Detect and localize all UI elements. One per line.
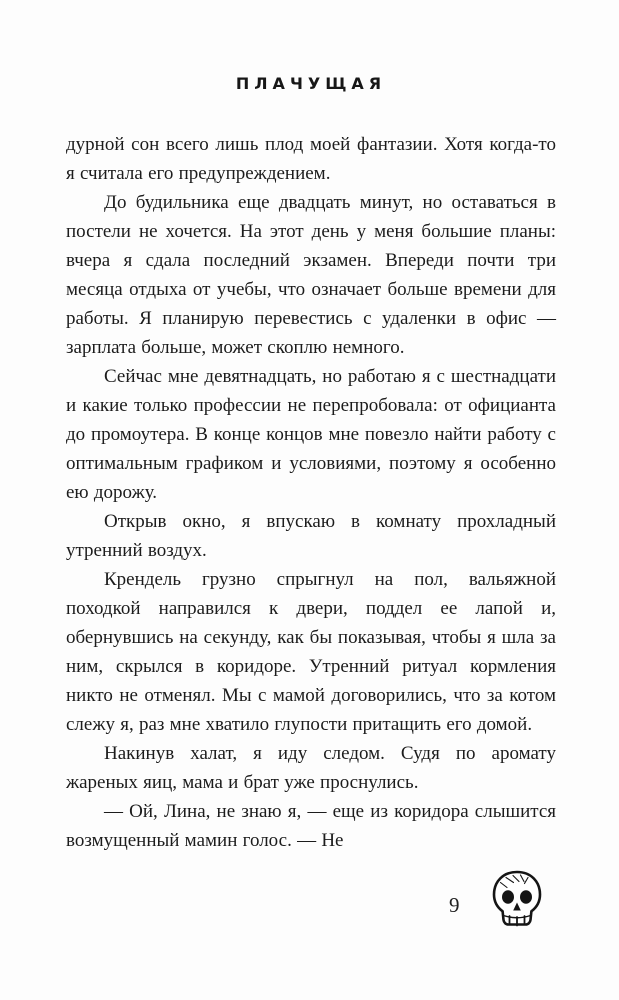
paragraph: — Ой, Лина, не знаю я, — еще из коридора слышится возмущенный мамин голос. — Не xyxy=(66,801,556,851)
paragraph: дурной сон всего лишь плод моей фантазии. Хотя когда-то я считала его предупреждением. xyxy=(66,134,556,184)
page-number: 9 xyxy=(449,893,460,917)
paragraph: Сейчас мне девятнадцать, но работаю я с шестнадцати и какие только профессии не перепробовала: от официанта до промоутера. В конце концов мне повезло найти работу с оптимальным графиком и условиями, поэтому я особенно ею дорожу. xyxy=(66,366,556,503)
chapter-title: ПЛАЧУЩАЯ xyxy=(235,74,387,93)
paragraph: Накинув халат, я иду следом. Судя по аромату жареных яиц, мама и брат уже проснулись. xyxy=(66,743,556,793)
body-text xyxy=(66,130,556,855)
paragraph: Открыв окно, я впускаю в комнату прохладный утренний воздух. xyxy=(66,511,556,561)
skull-icon xyxy=(487,868,547,934)
paragraph: До будильника еще двадцать минут, но оставаться в постели не хочется. На этот день у меня большие планы: вчера я сдала последний экзамен. Впереди почти три месяца отдыха от учебы, что означает больше времени для работы. Я планирую перевестись с удаленки в офис — зарплата больше, может скоплю немного. xyxy=(66,192,556,358)
paragraph: Крендель грузно спрыгнул на пол, вальяжной походкой направился к двери, поддел ее лапой и, обернувшись на секунду, как бы показывая, чтобы я шла за ним, скрылся в коридоре. Утренний ритуал кормления никто не отменял. Мы с мамой договорились, что за котом слежу я, раз мне хватило глупости притащить его домой. xyxy=(66,569,556,735)
